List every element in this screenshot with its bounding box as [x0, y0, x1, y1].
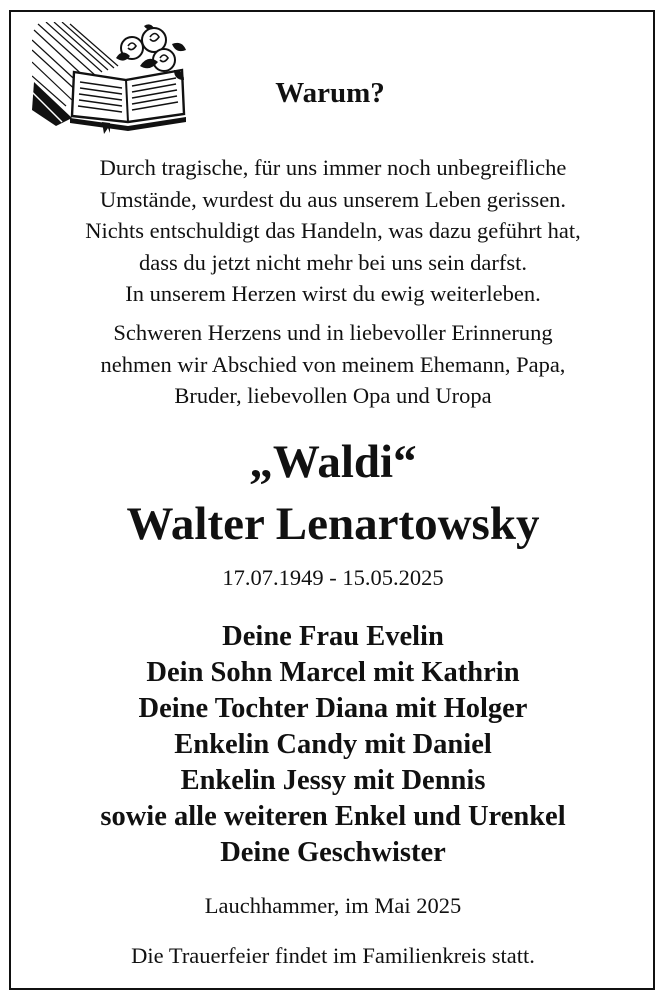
mourner-line: Dein Sohn Marcel mit Kathrin	[146, 657, 520, 688]
farewell-text	[20, 317, 646, 412]
ceremony-notice: Die Trauerfeier findet im Familienkreis statt.	[131, 943, 535, 968]
mourner-line: Enkelin Candy mit Daniel	[174, 729, 492, 760]
intro-text	[20, 152, 646, 310]
mourner-line: Enkelin Jessy mit Dennis	[180, 765, 486, 796]
farewell-line: Bruder, liebevollen Opa und Uropa	[174, 383, 492, 408]
mourner-line: Deine Frau Evelin	[222, 621, 444, 652]
intro-line: Durch tragische, für uns immer noch unbegreifliche	[99, 155, 567, 180]
life-dates: 17.07.1949 - 15.05.2025	[222, 565, 444, 590]
open-book-with-roses-icon	[32, 22, 188, 134]
farewell-line: nehmen wir Abschied von meinem Ehemann, Papa,	[100, 351, 566, 377]
deceased-nickname: „Waldi“	[249, 436, 417, 488]
place-and-date: Lauchhammer, im Mai 2025	[204, 893, 462, 918]
intro-line: dass du jetzt nicht mehr bei uns sein darfst.	[138, 249, 528, 275]
deceased-full-name: Walter Lenartowsky	[126, 498, 540, 550]
intro-line: In unserem Herzen wirst du ewig weiterleben.	[125, 281, 541, 306]
mourner-line: Deine Geschwister	[220, 837, 446, 868]
intro-line: Nichts entschuldigt das Handeln, was dazu geführt hat,	[85, 218, 581, 243]
mourners-list	[20, 619, 646, 871]
intro-line: Umstände, wurdest du aus unserem Leben gerissen.	[99, 186, 567, 212]
mourner-line: Deine Tochter Diana mit Holger	[138, 693, 528, 724]
farewell-line: Schweren Herzens und in liebevoller Erinnerung	[113, 320, 553, 345]
mourner-line: sowie alle weiteren Enkel und Urenkel	[100, 801, 566, 832]
heading: Warum?	[275, 77, 385, 109]
